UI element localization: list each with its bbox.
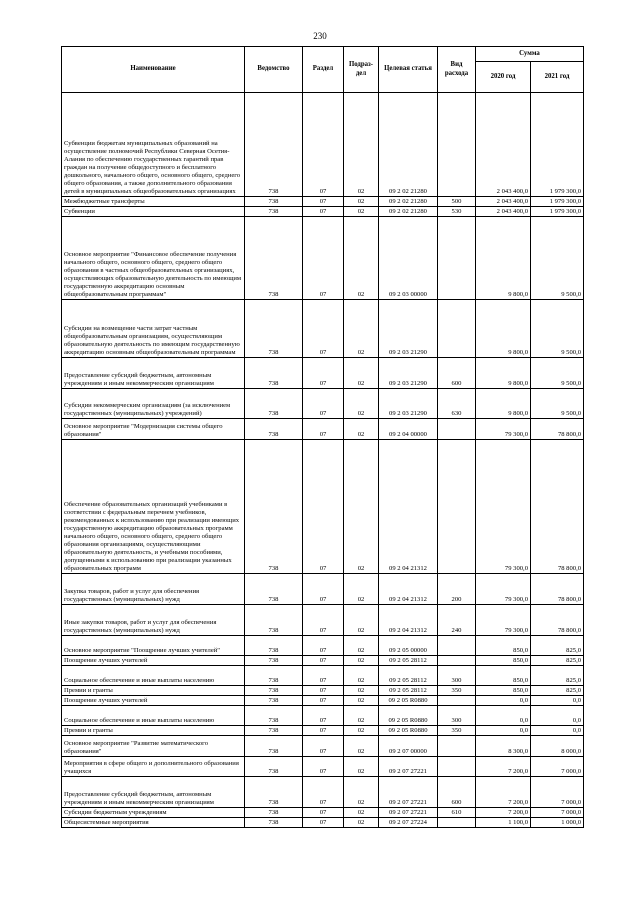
row-subsection: 02 [344,656,379,666]
row-sum-2021: 9 500,0 [531,217,584,300]
row-name: Межбюджетные трансферты [62,197,245,207]
row-dept: 738 [245,706,303,726]
header-2021: 2021 год [531,62,584,93]
row-dept: 738 [245,736,303,757]
row-target: 09 2 04 21312 [379,440,438,574]
row-sum-2020: 850,0 [476,656,531,666]
row-target: 09 2 05 28112 [379,656,438,666]
row-subsection: 02 [344,217,379,300]
row-subsection: 02 [344,777,379,808]
row-sum-2021: 0,0 [531,696,584,706]
table-row [62,736,584,757]
row-expense: 240 [438,605,476,636]
row-target: 09 2 05 R0880 [379,706,438,726]
row-sum-2020: 0,0 [476,706,531,726]
table-row [62,808,584,818]
row-expense: 600 [438,777,476,808]
header-dept: Ведомство [245,47,303,93]
row-sum-2021: 7 000,0 [531,757,584,777]
row-name: Поощрение лучших учителей [62,656,245,666]
row-target: 09 2 05 R0880 [379,696,438,706]
table-row [62,300,584,358]
row-sum-2021: 825,0 [531,666,584,686]
row-target: 09 2 04 21312 [379,605,438,636]
row-name: Субсидии на возмещение части затрат частным общеобразовательным организациям, осуществляющим образовательную деятельность по имеющим государственную аккредитацию основным общеобразовательным программам [62,300,245,358]
row-name: Обеспечение образовательных организаций учебниками в соответствии с федеральным перечнем учебников, рекомендованных к использованию при реализации имеющих государственную аккредитацию образовательных программ начального общего, основного общего, среднего общего образования организациями, осуществляющими образовательную деятельность, и учебными пособиями, допущенными к использованию при реализации указанных образовательных программ [62,440,245,574]
row-subsection: 02 [344,696,379,706]
row-target: 09 2 05 00000 [379,636,438,656]
row-sum-2020: 0,0 [476,696,531,706]
row-target: 09 2 03 21290 [379,300,438,358]
row-expense: 610 [438,808,476,818]
row-sum-2020: 2 043 400,0 [476,197,531,207]
row-target: 09 2 07 27224 [379,818,438,828]
row-expense: 530 [438,207,476,217]
row-sum-2020: 0,0 [476,726,531,736]
table-row [62,440,584,574]
row-dept: 738 [245,656,303,666]
row-subsection: 02 [344,757,379,777]
row-name: Основное мероприятие "Финансовое обеспечение получения начального общего, основного общего, среднего общего образования в частных общеобразовательных организациях, осуществляющих образовательную деятельность по имеющим государственную аккредитацию основным общеобразовательным программам" [62,217,245,300]
row-dept: 738 [245,636,303,656]
row-subsection: 02 [344,300,379,358]
row-sum-2020: 9 800,0 [476,389,531,419]
row-target: 09 2 03 21290 [379,358,438,389]
row-target: 09 2 02 21280 [379,207,438,217]
row-subsection: 02 [344,207,379,217]
row-subsection: 02 [344,440,379,574]
row-name: Мероприятия в сфере общего и дополнительного образования учащихся [62,757,245,777]
row-sum-2021: 1 979 300,0 [531,197,584,207]
row-section: 07 [303,217,344,300]
row-expense: 600 [438,358,476,389]
row-expense [438,757,476,777]
row-sum-2020: 2 043 400,0 [476,93,531,197]
table-row [62,358,584,389]
row-name: Основное мероприятие "Поощрение лучших учителей" [62,636,245,656]
row-section: 07 [303,389,344,419]
row-expense: 350 [438,726,476,736]
row-name: Общесистемные мероприятия [62,818,245,828]
table-row [62,217,584,300]
row-dept: 738 [245,666,303,686]
row-sum-2020: 79 300,0 [476,605,531,636]
row-target: 09 2 04 00000 [379,419,438,440]
row-name: Основное мероприятие "Развитие математического образования" [62,736,245,757]
row-sum-2021: 78 800,0 [531,605,584,636]
row-section: 07 [303,93,344,197]
row-expense [438,419,476,440]
row-name: Иные закупки товаров, работ и услуг для обеспечения государственных (муниципальных) нужд [62,605,245,636]
row-subsection: 02 [344,666,379,686]
row-section: 07 [303,300,344,358]
row-subsection: 02 [344,736,379,757]
row-dept: 738 [245,696,303,706]
row-subsection: 02 [344,93,379,197]
row-dept: 738 [245,686,303,696]
row-dept: 738 [245,358,303,389]
row-section: 07 [303,574,344,605]
row-sum-2020: 7 200,0 [476,777,531,808]
header-sum: Сумма [476,47,584,62]
table-row [62,706,584,726]
row-sum-2020: 8 300,0 [476,736,531,757]
row-expense [438,656,476,666]
row-sum-2021: 825,0 [531,656,584,666]
row-expense [438,818,476,828]
row-dept: 738 [245,93,303,197]
row-target: 09 2 03 21290 [379,389,438,419]
row-name: Субсидии некоммерческим организациям (за исключением государственных (муниципальных) учреждений) [62,389,245,419]
header-2020: 2020 год [476,62,531,93]
row-sum-2020: 79 300,0 [476,440,531,574]
table-row [62,726,584,736]
row-dept: 738 [245,207,303,217]
row-target: 09 2 05 R0880 [379,726,438,736]
header-name: Наименование [62,47,245,93]
row-name: Субвенции бюджетам муниципальных образований на осуществление полномочий Республики Северная Осетия-Алания по обеспечению государственных гарантий прав граждан на получение общедоступного и бесплатного дошкольного, начального общего, основного общего, среднего общего образования, а также дополнительного образования детей в муниципальных общеобразовательных организациях [62,93,245,197]
row-sum-2021: 78 800,0 [531,440,584,574]
row-target: 09 2 05 28112 [379,686,438,696]
row-section: 07 [303,656,344,666]
row-section: 07 [303,777,344,808]
table-row [62,419,584,440]
row-dept: 738 [245,419,303,440]
row-sum-2021: 1 979 300,0 [531,207,584,217]
table-row [62,818,584,828]
table-row [62,574,584,605]
row-subsection: 02 [344,605,379,636]
row-sum-2021: 0,0 [531,706,584,726]
row-section: 07 [303,808,344,818]
row-section: 07 [303,726,344,736]
row-name: Основное мероприятие "Модернизация системы общего образования" [62,419,245,440]
row-name: Субсидии бюджетным учреждениям [62,808,245,818]
row-dept: 738 [245,605,303,636]
row-expense [438,93,476,197]
row-name: Предоставление субсидий бюджетным, автономным учреждениям и иным некоммерческим организациям [62,777,245,808]
row-sum-2021: 1 000,0 [531,818,584,828]
row-sum-2021: 9 500,0 [531,358,584,389]
header-section: Раздел [303,47,344,93]
row-target: 09 2 05 28112 [379,666,438,686]
row-target: 09 2 07 27221 [379,808,438,818]
row-sum-2020: 850,0 [476,686,531,696]
row-subsection: 02 [344,197,379,207]
row-name: Закупка товаров, работ и услуг для обеспечения государственных (муниципальных) нужд [62,574,245,605]
row-section: 07 [303,358,344,389]
table-row [62,605,584,636]
row-subsection: 02 [344,818,379,828]
table-row [62,656,584,666]
row-dept: 738 [245,217,303,300]
row-section: 07 [303,605,344,636]
header-target: Целевая статья [379,47,438,93]
row-subsection: 02 [344,686,379,696]
table-row [62,197,584,207]
row-subsection: 02 [344,726,379,736]
row-section: 07 [303,440,344,574]
row-sum-2021: 7 000,0 [531,808,584,818]
row-target: 09 2 04 21312 [379,574,438,605]
row-section: 07 [303,757,344,777]
row-subsection: 02 [344,706,379,726]
row-dept: 738 [245,777,303,808]
row-section: 07 [303,706,344,726]
row-subsection: 02 [344,389,379,419]
table-row [62,777,584,808]
table-row [62,696,584,706]
row-section: 07 [303,419,344,440]
row-name: Социальное обеспечение и иные выплаты населению [62,706,245,726]
row-dept: 738 [245,757,303,777]
row-subsection: 02 [344,808,379,818]
row-section: 07 [303,636,344,656]
row-target: 09 2 07 00000 [379,736,438,757]
row-sum-2020: 2 043 400,0 [476,207,531,217]
table-row [62,636,584,656]
row-name: Предоставление субсидий бюджетным, автономным учреждениям и иным некоммерческим организациям [62,358,245,389]
row-expense: 300 [438,706,476,726]
row-section: 07 [303,207,344,217]
row-dept: 738 [245,726,303,736]
row-dept: 738 [245,808,303,818]
row-sum-2021: 1 979 300,0 [531,93,584,197]
row-sum-2021: 8 000,0 [531,736,584,757]
row-expense [438,636,476,656]
row-expense [438,217,476,300]
row-sum-2020: 9 800,0 [476,358,531,389]
row-sum-2021: 78 800,0 [531,574,584,605]
row-sum-2020: 79 300,0 [476,419,531,440]
row-dept: 738 [245,818,303,828]
budget-table [61,46,584,828]
row-section: 07 [303,696,344,706]
table-row [62,686,584,696]
row-expense [438,440,476,574]
table-row [62,757,584,777]
row-target: 09 2 02 21280 [379,93,438,197]
table-row [62,93,584,197]
row-sum-2021: 0,0 [531,726,584,736]
row-sum-2020: 850,0 [476,666,531,686]
row-dept: 738 [245,440,303,574]
row-subsection: 02 [344,419,379,440]
row-sum-2021: 78 800,0 [531,419,584,440]
row-expense: 630 [438,389,476,419]
row-subsection: 02 [344,358,379,389]
row-expense: 300 [438,666,476,686]
row-target: 09 2 03 00000 [379,217,438,300]
row-expense [438,300,476,358]
row-section: 07 [303,197,344,207]
row-sum-2021: 9 500,0 [531,389,584,419]
row-target: 09 2 07 27221 [379,777,438,808]
row-section: 07 [303,736,344,757]
header-subsection: Подраз-дел [344,47,379,93]
row-name: Субвенции [62,207,245,217]
row-sum-2020: 7 200,0 [476,757,531,777]
row-section: 07 [303,666,344,686]
row-expense: 350 [438,686,476,696]
header-expense: Вид расхода [438,47,476,93]
row-expense [438,736,476,757]
row-sum-2020: 79 300,0 [476,574,531,605]
table-row [62,666,584,686]
row-sum-2021: 7 000,0 [531,777,584,808]
row-expense [438,696,476,706]
row-sum-2020: 1 100,0 [476,818,531,828]
row-sum-2021: 825,0 [531,686,584,696]
row-section: 07 [303,686,344,696]
row-sum-2021: 9 500,0 [531,300,584,358]
page-number: 230 [313,31,327,41]
row-expense: 200 [438,574,476,605]
row-dept: 738 [245,300,303,358]
row-name: Премии и гранты [62,686,245,696]
row-name: Премии и гранты [62,726,245,736]
row-target: 09 2 02 21280 [379,197,438,207]
row-section: 07 [303,818,344,828]
row-target: 09 2 07 27221 [379,757,438,777]
row-sum-2021: 825,0 [531,636,584,656]
row-dept: 738 [245,389,303,419]
row-sum-2020: 9 800,0 [476,217,531,300]
row-dept: 738 [245,197,303,207]
row-dept: 738 [245,574,303,605]
table-row [62,389,584,419]
row-expense: 500 [438,197,476,207]
row-subsection: 02 [344,636,379,656]
row-sum-2020: 850,0 [476,636,531,656]
table-row [62,207,584,217]
row-name: Социальное обеспечение и иные выплаты населению [62,666,245,686]
row-subsection: 02 [344,574,379,605]
row-name: Поощрение лучших учителей [62,696,245,706]
row-sum-2020: 7 200,0 [476,808,531,818]
row-sum-2020: 9 800,0 [476,300,531,358]
